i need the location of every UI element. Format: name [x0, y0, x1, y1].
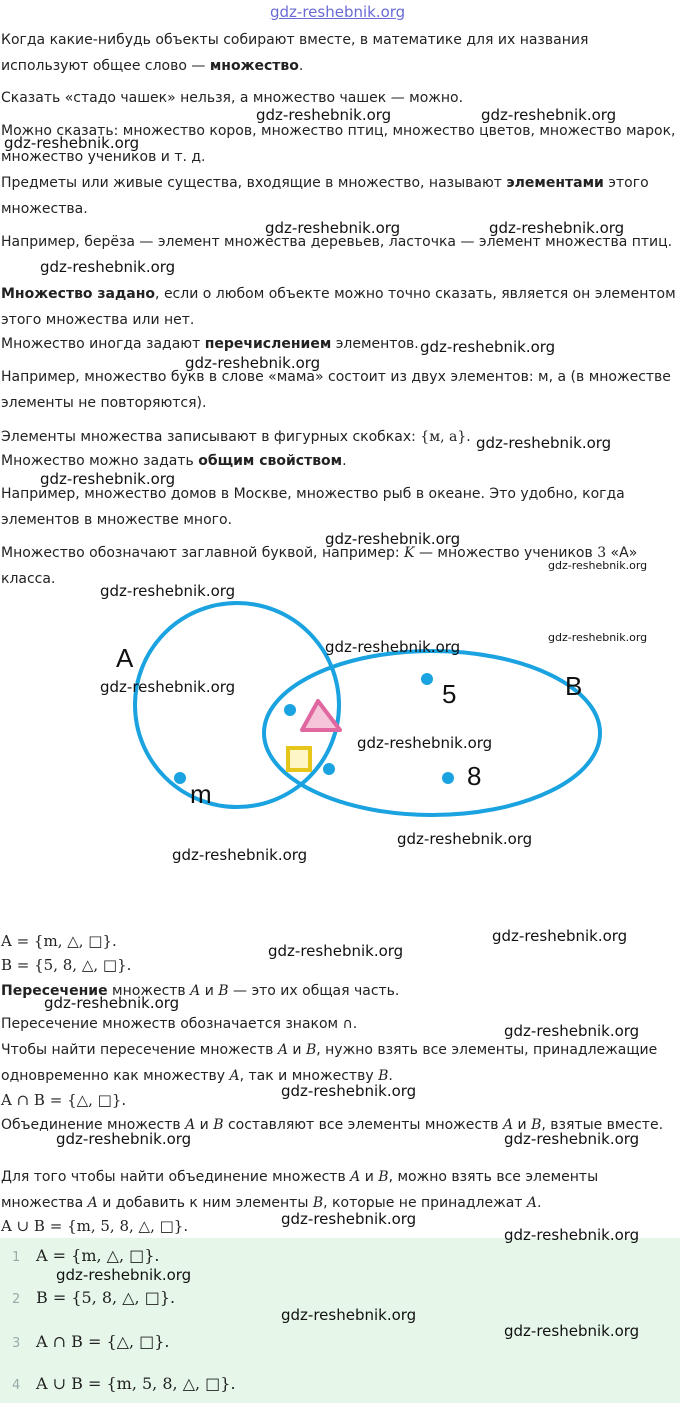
watermark: gdz-reshebnik.org: [56, 1130, 192, 1148]
line-number: 4: [12, 1378, 21, 1393]
watermark: gdz-reshebnik.org: [504, 1226, 640, 1244]
dot-square: [323, 763, 335, 775]
watermark: gdz-reshebnik.org: [172, 846, 308, 864]
square-icon: [288, 748, 310, 770]
watermark: gdz-reshebnik.org: [397, 830, 533, 848]
formula-union: A ∪ B = {m, 5, 8, △, □}.: [1, 1217, 189, 1235]
paragraph-enumeration: Множество иногда задают перечислением элементов.: [1, 336, 419, 352]
watermark: gdz-reshebnik.org: [100, 678, 236, 696]
watermark: gdz-reshebnik.org: [504, 1022, 640, 1040]
paragraph-mama: Например, множество букв в слове «мама» состоит из двух элементов: м, а (в множестве элементы не повторяются).: [1, 369, 671, 411]
watermark: gdz-reshebnik.org: [281, 1082, 417, 1100]
formula-a: A = {m, △, □}.: [1, 932, 117, 950]
watermark: gdz-reshebnik.org: [325, 530, 461, 548]
watermark-top[interactable]: gdz-reshebnik.org: [270, 3, 406, 21]
watermark: gdz-reshebnik.org: [504, 1130, 640, 1148]
paragraph-examples: Можно сказать: множество коров, множество птиц, множество цветов, множество марок, множество учеников и т. д.: [1, 123, 676, 165]
label-8: 8: [467, 761, 482, 791]
watermark: gdz-reshebnik.org: [4, 134, 140, 152]
paragraph-element-example: Например, берёза — элемент множества деревьев, ласточка — элемент множества птиц.: [1, 234, 673, 250]
dot-8: [442, 772, 454, 784]
paragraph-intersection: Пересечение множеств A и B — это их общая часть.: [1, 983, 400, 999]
watermark: gdz-reshebnik.org: [481, 106, 617, 124]
set-a-circle: [135, 603, 339, 807]
watermark: gdz-reshebnik.org: [40, 470, 176, 488]
line-number: 3: [12, 1336, 21, 1351]
solution-line: [0, 1372, 680, 1402]
watermark: gdz-reshebnik.org: [44, 994, 180, 1012]
dot-triangle: [284, 704, 296, 716]
dot-m: [174, 772, 186, 784]
solution-expression: A ∩ B = {△, □}.: [36, 1332, 170, 1351]
watermark: gdz-reshebnik.org: [357, 734, 493, 752]
paragraph-intersection-how: Чтобы найти пересечение множеств A и B, нужно взять все элементы, принадлежащие одновременно как множеству A, так и множеству B.: [1, 1042, 658, 1084]
paragraph-braces: Элементы множества записывают в фигурных скобках: {м, а}.: [1, 429, 471, 445]
line-number: 1: [12, 1250, 21, 1265]
watermark: gdz-reshebnik.org: [325, 638, 461, 656]
watermark: gdz-reshebnik.org: [281, 1210, 417, 1228]
watermark: gdz-reshebnik.org: [256, 106, 392, 124]
label-a: A: [116, 643, 134, 673]
solution-expression: A = {m, △, □}.: [36, 1246, 160, 1265]
formula-intersection: A ∩ B = {△, □}.: [1, 1091, 127, 1109]
label-m: m: [190, 779, 212, 809]
paragraph-union-how: Для того чтобы найти объединение множеств A и B, можно взять все элементы множества A и добавить к ним элементы B, которые не принадлежат A.: [1, 1169, 599, 1211]
watermark: gdz-reshebnik.org: [489, 219, 625, 237]
paragraph-elements: Предметы или живые существа, входящие в множество, называют элементами этого множества.: [1, 175, 649, 217]
watermark: gdz-reshebnik.org: [476, 434, 612, 452]
paragraph-notation: Множество обозначают заглавной буквой, например: K — множество учеников 3 «А» класса.: [1, 545, 638, 587]
paragraph-property-example: Например, множество домов в Москве, множество рыб в океане. Это удобно, когда элементов в множестве много.: [1, 486, 625, 528]
label-b: B: [565, 671, 583, 701]
label-5: 5: [442, 679, 457, 709]
watermark: gdz-reshebnik.org: [548, 559, 648, 572]
dot-5: [421, 673, 433, 685]
paragraph-set-defined: Множество задано, если о любом объекте можно точно сказать, является он элементом этого множества или нет.: [1, 286, 676, 328]
paragraph-intersection-sign: Пересечение множеств обозначается знаком ∩.: [1, 1016, 358, 1032]
watermark: gdz-reshebnik.org: [185, 354, 321, 372]
watermark: gdz-reshebnik.org: [265, 219, 401, 237]
watermark: gdz-reshebnik.org: [268, 942, 404, 960]
watermark: gdz-reshebnik.org: [40, 258, 176, 276]
watermark: gdz-reshebnik.org: [548, 631, 648, 644]
watermark: gdz-reshebnik.org: [281, 1306, 417, 1324]
watermark: gdz-reshebnik.org: [420, 338, 556, 356]
paragraph-definition: Когда какие-нибудь объекты собирают вместе, в математике для их названия используют общее слово — множество.: [1, 32, 589, 74]
watermark: gdz-reshebnik.org: [492, 927, 628, 945]
paragraph-property: Множество можно задать общим свойством.: [1, 453, 347, 469]
paragraph-cups: Сказать «стадо чашек» нельзя, а множество чашек — можно.: [1, 90, 464, 106]
paragraph-union: Объединение множеств A и B составляют все элементы множеств A и B, взятые вместе.: [1, 1117, 664, 1133]
formula-b: B = {5, 8, △, □}.: [1, 956, 132, 974]
watermark: gdz-reshebnik.org: [100, 582, 236, 600]
solution-expression: B = {5, 8, △, □}.: [36, 1288, 176, 1307]
set-b-ellipse: [264, 651, 600, 815]
watermark: gdz-reshebnik.org: [56, 1266, 192, 1284]
solution-expression: A ∪ B = {m, 5, 8, △, □}.: [36, 1374, 236, 1393]
watermark: gdz-reshebnik.org: [504, 1322, 640, 1340]
triangle-icon: [302, 701, 340, 730]
line-number: 2: [12, 1292, 21, 1307]
